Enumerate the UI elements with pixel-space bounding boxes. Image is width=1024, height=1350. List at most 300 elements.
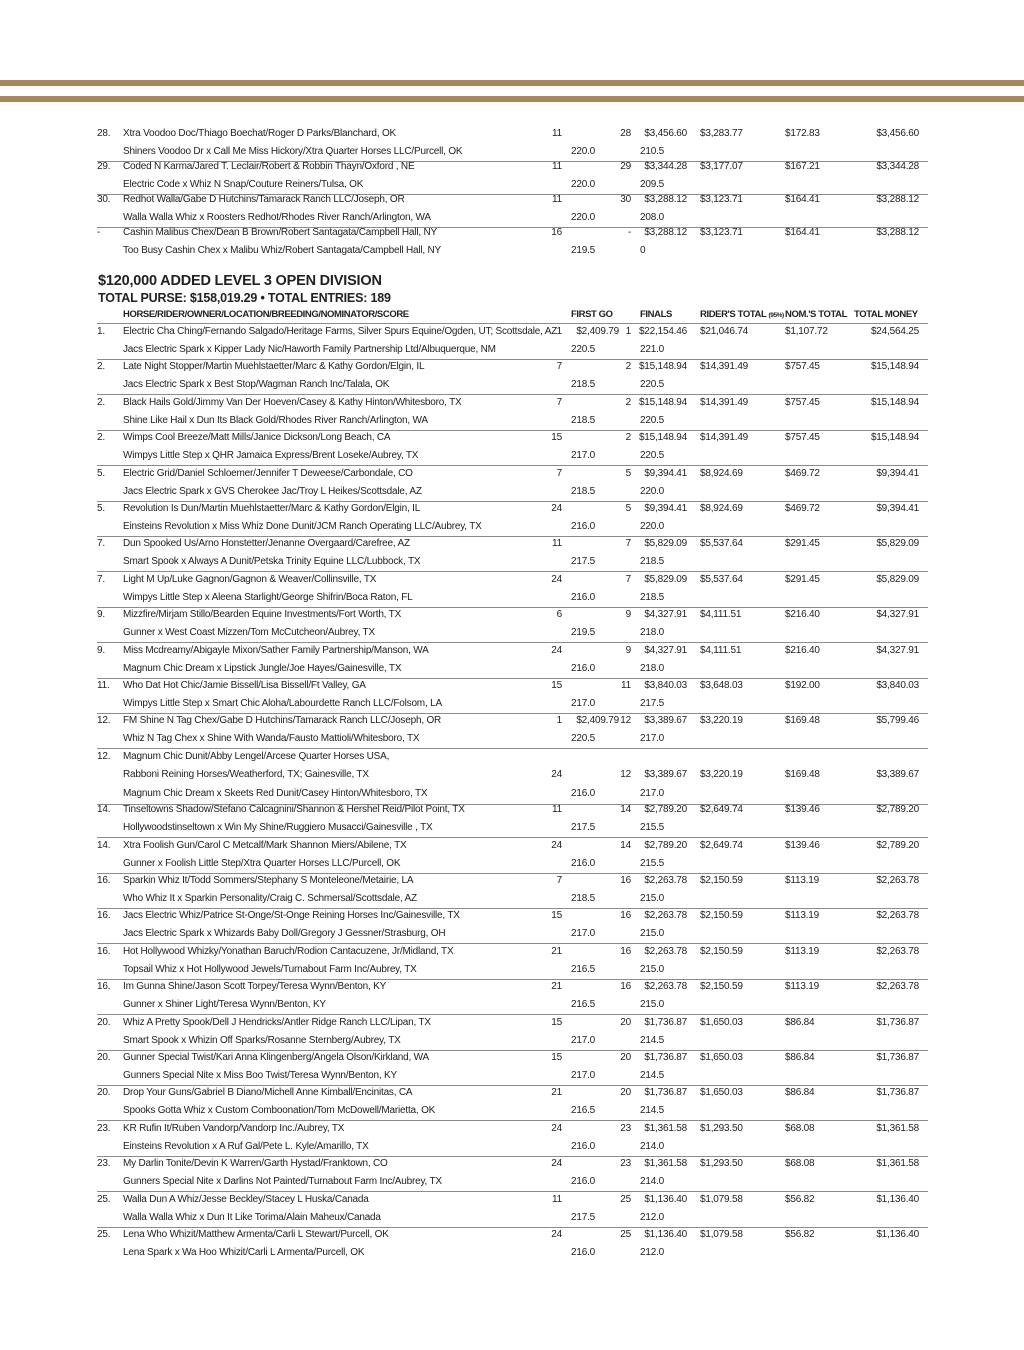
row-finals-money: $3,840.03 — [644, 680, 687, 691]
row-rider-total: $4,111.51 — [700, 609, 742, 621]
row-first-go-score: 216.0 — [571, 857, 596, 869]
row-first-go-score: 216.5 — [571, 999, 596, 1011]
row-first-go-place: 12 — [620, 768, 631, 780]
row-first-go-place: 23 — [620, 1122, 631, 1134]
row-total-money: $2,263.78 — [876, 945, 919, 957]
row-breeding-nominator: Einsteins Revolution x A Ruf Gal/Pete L. Kyle/Amarillo, TX — [123, 1140, 369, 1152]
row-breeding-nominator: Who Whiz It x Sparkin Personality/Craig C. Schmersal/Scottsdale, AZ — [123, 893, 417, 904]
row-first-go-score: 217.0 — [571, 450, 596, 462]
row-first-go-score: 218.5 — [571, 485, 596, 497]
table-row — [97, 537, 928, 572]
row-nom-code: 24 — [551, 768, 562, 780]
table-row — [97, 1122, 928, 1157]
table-row — [97, 193, 928, 228]
row-total-money: $24,564.25 — [870, 326, 919, 337]
row-nominator-total: $469.72 — [785, 503, 820, 514]
row-total-money: $3,288.12 — [876, 194, 919, 205]
row-nom-code: 15 — [551, 1052, 562, 1063]
row-total-money: $3,840.03 — [876, 680, 919, 691]
table-row — [97, 750, 928, 805]
row-total-money: $3,389.67 — [876, 768, 919, 780]
row-finals-money: $3,288.12 — [644, 227, 687, 238]
row-breeding-nominator: Too Busy Cashin Chex x Malibu Whiz/Robert Santagata/Campbell Hall, NY — [123, 245, 442, 256]
table-row — [97, 1228, 928, 1262]
row-horse-rider-owner: KR Rufin It/Ruben Vandorp/Vandorp Inc./Aubrey, TX — [123, 1122, 345, 1134]
col-finals-header: FINALS — [640, 309, 672, 320]
row-horse-rider-owner: Who Dat Hot Chic/Jamie Bissell/Lisa Bissell/Ft Valley, GA — [123, 680, 366, 691]
row-first-go-score: 217.5 — [571, 822, 596, 834]
row-finals-score: 218.5 — [640, 591, 665, 603]
table-row — [97, 396, 928, 431]
division-subtitle: TOTAL PURSE: $158,019.29 • TOTAL ENTRIES: 189 — [98, 291, 391, 305]
row-nom-code: 24 — [551, 1122, 562, 1134]
row-position: 25. — [97, 1193, 111, 1205]
row-total-money: $2,789.20 — [876, 839, 919, 851]
row-first-go-place: 9 — [625, 609, 631, 621]
row-nominator-total: $757.45 — [785, 361, 820, 373]
row-finals-money: $1,136.40 — [644, 1229, 687, 1240]
row-finals-money: $3,288.12 — [644, 194, 687, 205]
row-nom-code: 6 — [556, 609, 562, 621]
row-horse-rider-owner: Tinseltowns Shadow/Stefano Calcagnini/Shannon & Hershel Reid/Pilot Point, TX — [123, 804, 465, 816]
row-nominator-total: $757.45 — [785, 432, 820, 444]
row-total-money: $2,263.78 — [876, 875, 919, 886]
row-rider-total: $3,220.19 — [700, 768, 743, 780]
row-rider-total: $3,648.03 — [700, 680, 743, 691]
row-finals-score: 212.0 — [640, 1247, 665, 1258]
row-finals-score: 218.5 — [640, 556, 665, 568]
row-breeding-nominator: Walla Walla Whiz x Dun It Like Torima/Alain Maheux/Canada — [123, 1211, 381, 1223]
row-nom-code: 7 — [556, 875, 562, 886]
row-finals-money: $9,394.41 — [644, 503, 687, 514]
table-row — [97, 644, 928, 679]
row-finals-money: $2,263.78 — [644, 910, 687, 922]
row-total-money: $1,136.40 — [876, 1193, 919, 1205]
row-nom-code: 21 — [551, 981, 562, 993]
row-nominator-total: $113.19 — [785, 910, 820, 922]
row-position: 9. — [97, 644, 105, 656]
row-finals-money: $9,394.41 — [644, 467, 687, 479]
row-position: 5. — [97, 467, 105, 479]
row-rider-total: $1,079.58 — [700, 1193, 743, 1205]
row-finals-score: 210.5 — [640, 146, 665, 157]
row-finals-money: $5,829.09 — [644, 538, 687, 550]
row-finals-money: $2,263.78 — [644, 981, 687, 993]
table-row — [97, 360, 928, 395]
row-finals-score: 215.0 — [640, 963, 665, 975]
row-horse-rider-owner: Lena Who Whizit/Matthew Armenta/Carli L Stewart/Purcell, OK — [123, 1229, 389, 1240]
row-nominator-total: $167.21 — [785, 161, 820, 172]
row-first-go-score: 216.0 — [571, 521, 596, 532]
row-nominator-total: $291.45 — [785, 573, 820, 585]
row-rider-total: $14,391.49 — [700, 396, 749, 408]
row-nominator-total: $113.19 — [785, 875, 820, 886]
row-horse-rider-owner: Electric Grid/Daniel Schloemer/Jennifer T Deweese/Carbondale, CO — [123, 467, 413, 479]
row-rider-total: $3,123.71 — [700, 194, 743, 205]
row-finals-score: 214.5 — [640, 1070, 665, 1081]
row-breeding-nominator: Lena Spark x Wa Hoo Whizit/Carli L Armenta/Purcell, OK — [123, 1247, 365, 1258]
row-total-money: $2,263.78 — [876, 910, 919, 922]
row-position: 2. — [97, 432, 105, 444]
row-horse-rider-owner: Jacs Electric Whiz/Patrice St-Onge/St-Onge Reining Horses Inc/Gainesville, TX — [123, 910, 460, 922]
row-nominator-total: $291.45 — [785, 538, 820, 550]
row-nominator-total: $216.40 — [785, 644, 820, 656]
row-first-go-score: 216.0 — [571, 1140, 596, 1152]
row-finals-money: $1,736.87 — [644, 1052, 687, 1063]
table-row — [97, 1016, 928, 1051]
row-horse-rider-owner: Whiz A Pretty Spook/Dell J Hendricks/Antler Ridge Ranch LLC/Lipan, TX — [123, 1016, 431, 1028]
row-horse-rider-owner: Dun Spooked Us/Arno Honstetter/Jenanne Overgaard/Carefree, AZ — [123, 538, 410, 550]
row-horse-rider-owner: Wimps Cool Breeze/Matt Mills/Janice Dickson/Long Beach, CA — [123, 432, 391, 444]
row-first-go-place: 23 — [620, 1158, 631, 1170]
row-rider-total: $1,650.03 — [700, 1087, 743, 1099]
row-nominator-total: $1,107.72 — [785, 326, 828, 337]
row-total-money: $1,136.40 — [876, 1229, 919, 1240]
row-total-money: $5,829.09 — [876, 573, 919, 585]
row-total-money: $2,789.20 — [876, 804, 919, 816]
row-total-money: $1,736.87 — [876, 1016, 919, 1028]
row-total-money: $3,456.60 — [876, 128, 919, 139]
row-breeding-nominator: Jacs Electric Spark x Kipper Lady Nic/Haworth Family Partnership Ltd/Albuquerque, NM — [123, 344, 496, 355]
row-position: 7. — [97, 573, 105, 585]
row-finals-score: 217.0 — [640, 787, 665, 799]
table-row — [97, 1086, 928, 1121]
row-first-go-money: $2,409.79 — [576, 715, 619, 727]
row-breeding-nominator: Jacs Electric Spark x GVS Cherokee Jac/Troy L Heikes/Scottsdale, AZ — [123, 485, 422, 497]
row-finals-score: 220.5 — [640, 379, 665, 391]
row-finals-money: $1,361.58 — [644, 1158, 687, 1170]
row-first-go-place: 7 — [625, 573, 631, 585]
row-nominator-total: $86.84 — [785, 1087, 815, 1099]
row-finals-money: $1,736.87 — [644, 1016, 687, 1028]
col-first-go-header: FIRST GO — [571, 309, 613, 320]
row-rider-total: $2,150.59 — [700, 875, 743, 886]
row-position: 23. — [97, 1158, 111, 1170]
table-row — [97, 160, 928, 195]
row-breeding-nominator: Gunner x Foolish Little Step/Xtra Quarter Horses LLC/Purcell, OK — [123, 857, 401, 869]
row-rider-total: $8,924.69 — [700, 503, 743, 514]
row-nom-code: 21 — [551, 1087, 562, 1099]
row-position: 11. — [97, 680, 110, 691]
row-first-go-score: 216.0 — [571, 1176, 596, 1188]
row-position: 16. — [97, 945, 111, 957]
row-horse-rider-owner: Cashin Malibus Chex/Dean B Brown/Robert Santagata/Campbell Hall, NY — [123, 227, 437, 238]
row-finals-score: 221.0 — [640, 344, 665, 355]
table-row — [97, 127, 928, 162]
row-position: 28. — [97, 128, 111, 139]
row-rider-total: $14,391.49 — [700, 432, 749, 444]
col-nom-total-header: NOM.'S TOTAL — [785, 309, 848, 320]
row-breeding-nominator: Walla Walla Whiz x Roosters Redhot/Rhodes River Ranch/Arlington, WA — [123, 212, 431, 223]
row-position: 25. — [97, 1229, 111, 1240]
row-nominator-total: $169.48 — [785, 715, 820, 727]
row-breeding-nominator: Gunner x Shiner Light/Teresa Wynn/Benton, KY — [123, 999, 326, 1011]
col-rider-total-label: RIDER'S TOTAL — [700, 309, 767, 320]
row-breeding-nominator: Jacs Electric Spark x Whizards Baby Doll/Gregory J Gessner/Strasburg, OH — [123, 928, 446, 940]
row-first-go-place: 16 — [620, 981, 631, 993]
row-rider-total: $14,391.49 — [700, 361, 749, 373]
table-row — [97, 1193, 928, 1228]
row-finals-money: $15,148.94 — [638, 361, 687, 373]
row-first-go-place: 16 — [620, 875, 631, 886]
row-nom-code: 24 — [551, 1158, 562, 1170]
row-nom-code: 15 — [551, 910, 562, 922]
row-total-money: $1,361.58 — [876, 1122, 919, 1134]
row-horse-rider-owner: Late Night Stopper/Martin Muehlstaetter/Marc & Kathy Gordon/Elgin, IL — [123, 361, 425, 373]
row-rider-total: $3,220.19 — [700, 715, 743, 727]
table-row — [97, 945, 928, 980]
row-horse-rider-owner: Im Gunna Shine/Jason Scott Torpey/Teresa Wynn/Benton, KY — [123, 981, 387, 993]
row-rider-total: $4,111.51 — [700, 644, 742, 656]
row-rider-total: $8,924.69 — [700, 467, 743, 479]
row-finals-score: 218.0 — [640, 662, 665, 674]
row-position: 5. — [97, 503, 105, 514]
row-horse-rider-owner: Xtra Voodoo Doc/Thiago Boechat/Roger D Parks/Blanchard, OK — [123, 128, 396, 139]
row-first-go-place: 5 — [625, 503, 631, 514]
row-finals-score: 215.0 — [640, 999, 665, 1011]
row-breeding-nominator: Shine Like Hail x Dun Its Black Gold/Rhodes River Ranch/Arlington, WA — [123, 414, 428, 426]
row-finals-score: 208.0 — [640, 212, 665, 223]
row-first-go-score: 216.0 — [571, 662, 596, 674]
row-first-go-score: 217.5 — [571, 556, 596, 568]
row-rider-total: $3,177.07 — [700, 161, 743, 172]
row-nominator-total: $86.84 — [785, 1016, 815, 1028]
row-horse-rider-owner: Revolution Is Dun/Martin Muehlstaetter/Marc & Kathy Gordon/Elgin, IL — [123, 503, 421, 514]
row-first-go-score: 218.5 — [571, 893, 596, 904]
row-breeding-nominator: Spooks Gotta Whiz x Custom Comboonation/Tom McDowell/Marietta, OK — [123, 1105, 436, 1117]
row-position: 7. — [97, 538, 105, 550]
row-rider-total: $2,649.74 — [700, 804, 743, 816]
row-nom-code: 7 — [556, 361, 562, 373]
row-nominator-total: $68.08 — [785, 1158, 815, 1170]
column-header-row — [97, 308, 928, 324]
row-horse-rider-owner: Gunner Special Twist/Kari Anna Klingenberg/Angela Olson/Kirkland, WA — [123, 1052, 430, 1063]
row-first-go-score: 217.0 — [571, 928, 596, 940]
row-total-money: $4,327.91 — [876, 609, 919, 621]
row-rider-total: $3,283.77 — [700, 128, 743, 139]
row-total-money: $1,736.87 — [876, 1087, 919, 1099]
table-row — [97, 980, 928, 1015]
row-position: 16. — [97, 910, 111, 922]
row-nom-code: 24 — [551, 839, 562, 851]
row-finals-money: $1,136.40 — [644, 1193, 687, 1205]
row-rider-total: $2,649.74 — [700, 839, 743, 851]
row-first-go-score: 216.5 — [571, 963, 596, 975]
row-position: 29. — [97, 161, 111, 172]
table-row — [97, 573, 928, 608]
table-row — [97, 714, 928, 749]
row-finals-score: 214.5 — [640, 1105, 665, 1117]
row-breeding-nominator: Einsteins Revolution x Miss Whiz Done Dunit/JCM Ranch Operating LLC/Aubrey, TX — [123, 521, 482, 532]
row-nom-code: 21 — [551, 945, 562, 957]
top-accent-band-lower — [0, 96, 1024, 102]
row-position: 9. — [97, 609, 105, 621]
row-position: 20. — [97, 1052, 111, 1063]
row-nominator-total: $216.40 — [785, 609, 820, 621]
table-row — [97, 226, 928, 260]
row-breeding-nominator: Topsail Whiz x Hot Hollywood Jewels/Turnabout Farm Inc/Aubrey, TX — [123, 963, 417, 975]
row-breeding-nominator: Whiz N Tag Chex x Shine With Wanda/Fausto Mattioli/Whitesboro, TX — [123, 733, 420, 745]
row-nom-code: 11 — [552, 161, 562, 172]
row-nom-code: 15 — [551, 432, 562, 444]
row-first-go-place: 16 — [620, 910, 631, 922]
row-nom-code: 15 — [551, 1016, 562, 1028]
row-first-go-place: 2 — [625, 432, 631, 444]
row-first-go-score: 218.5 — [571, 379, 596, 391]
row-horse-rider-owner: My Darlin Tonite/Devin K Warren/Garth Hystad/Franktown, CO — [123, 1158, 388, 1170]
row-total-money: $4,327.91 — [876, 644, 919, 656]
col-horse-header: HORSE/RIDER/OWNER/LOCATION/BREEDING/NOMINATOR/SCORE — [123, 309, 409, 320]
row-finals-score: 215.5 — [640, 822, 665, 834]
row-nom-code: 1 — [556, 326, 562, 337]
row-first-go-score: 220.5 — [571, 344, 596, 355]
row-total-money: $15,148.94 — [870, 396, 919, 408]
row-nominator-total: $469.72 — [785, 467, 820, 479]
row-horse-rider-owner: FM Shine N Tag Chex/Gabe D Hutchins/Tamarack Ranch LLC/Joseph, OR — [123, 715, 442, 727]
row-nom-code: 7 — [556, 396, 562, 408]
row-horse-rider-owner: Black Hails Gold/Jimmy Van Der Hoeven/Casey & Kathy Hinton/Whitesboro, TX — [123, 396, 462, 408]
row-nom-code: 11 — [552, 804, 562, 816]
row-rider-total: $2,150.59 — [700, 945, 743, 957]
row-rider-total: $3,123.71 — [700, 227, 743, 238]
row-nom-code: 16 — [551, 227, 562, 238]
table-row — [97, 909, 928, 944]
row-finals-money: $15,148.94 — [638, 432, 687, 444]
row-nominator-total: $113.19 — [785, 981, 820, 993]
row-total-money: $1,361.58 — [876, 1158, 919, 1170]
table-row — [97, 839, 928, 874]
row-nominator-total: $56.82 — [785, 1229, 815, 1240]
row-first-go-score: 220.5 — [571, 733, 596, 745]
row-first-go-place: 2 — [625, 396, 631, 408]
row-finals-money: $2,789.20 — [644, 804, 687, 816]
row-first-go-score: 220.0 — [571, 179, 596, 190]
row-total-money: $9,394.41 — [876, 503, 919, 514]
row-position: 30. — [97, 194, 111, 205]
row-rider-total: $1,650.03 — [700, 1052, 743, 1063]
row-nominator-total: $68.08 — [785, 1122, 815, 1134]
row-first-go-place: 7 — [625, 538, 631, 550]
row-horse-rider-owner: Walla Dun A Whiz/Jesse Beckley/Stacey L Huska/Canada — [123, 1193, 369, 1205]
row-nominator-total: $164.41 — [785, 227, 820, 238]
row-finals-money: $3,389.67 — [644, 715, 687, 727]
row-first-go-place: 2 — [625, 361, 631, 373]
row-first-go-place: 5 — [625, 467, 631, 479]
row-nom-code: 11 — [552, 194, 562, 205]
row-first-go-score: 218.5 — [571, 414, 596, 426]
row-first-go-score: 216.0 — [571, 1247, 596, 1258]
row-rider-total: $21,046.74 — [700, 326, 749, 337]
col-rider-pct: (95%) — [768, 312, 784, 319]
row-horse-rider-owner: Sparkin Whiz It/Todd Sommers/Stephany S Monteleone/Metairie, LA — [123, 875, 414, 886]
row-nom-code: 1 — [556, 715, 562, 727]
row-total-money: $5,799.46 — [876, 715, 919, 727]
row-finals-money: $2,789.20 — [644, 839, 687, 851]
row-finals-money: $4,327.91 — [644, 609, 687, 621]
row-nom-code: 7 — [556, 467, 562, 479]
row-total-money: $3,288.12 — [876, 227, 919, 238]
row-first-go-place: 12 — [620, 715, 631, 727]
row-nom-code: 24 — [551, 573, 562, 585]
row-first-go-place: 29 — [620, 161, 631, 172]
row-finals-score: 215.5 — [640, 857, 665, 869]
row-breeding-nominator: Jacs Electric Spark x Best Stop/Wagman Ranch Inc/Talala, OK — [123, 379, 390, 391]
row-first-go-place: 14 — [620, 839, 631, 851]
row-first-go-score: 217.0 — [571, 1070, 596, 1081]
row-first-go-score: 220.0 — [571, 146, 596, 157]
top-accent-band — [0, 80, 1024, 86]
row-nom-code: 24 — [551, 644, 562, 656]
row-position: 2. — [97, 396, 105, 408]
row-position: 16. — [97, 981, 111, 993]
row-finals-score: 0 — [640, 245, 646, 256]
row-finals-score: 212.0 — [640, 1211, 665, 1223]
row-finals-money: $3,344.28 — [644, 161, 687, 172]
row-position: - — [97, 227, 101, 238]
row-horse-rider-owner: Light M Up/Luke Gagnon/Gagnon & Weaver/Collinsville, TX — [123, 573, 377, 585]
row-first-go-score: 216.0 — [571, 591, 596, 603]
row-nominator-total: $169.48 — [785, 768, 820, 780]
row-finals-score: 220.0 — [640, 485, 665, 497]
row-horse-rider-owner: Hot Hollywood Whizky/Yonathan Baruch/Rodion Cantacuzene, Jr/Midland, TX — [123, 945, 454, 957]
row-breeding-nominator: Gunners Special Nite x Darlins Not Painted/Turnabout Farm Inc/Aubrey, TX — [123, 1176, 442, 1188]
row-nom-code: 11 — [552, 538, 562, 550]
row-finals-score: 214.0 — [640, 1140, 665, 1152]
row-first-go-place: 25 — [620, 1229, 631, 1240]
row-rider-total: $5,537.64 — [700, 538, 743, 550]
table-row — [97, 608, 928, 643]
row-first-go-score: 220.0 — [571, 212, 596, 223]
row-horse-rider-owner: Miss Mcdreamy/Abigayle Mixon/Sather Family Partnership/Manson, WA — [123, 644, 429, 656]
row-breeding-nominator: Smart Spook x Always A Dunit/Petska Trinity Equine LLC/Lubbock, TX — [123, 556, 421, 568]
table-row — [97, 467, 928, 502]
row-total-money: $9,394.41 — [876, 467, 919, 479]
row-finals-money: $15,148.94 — [638, 396, 687, 408]
row-rider-total: $2,150.59 — [700, 910, 743, 922]
row-first-go-score: 219.5 — [571, 245, 596, 256]
row-finals-money: $3,389.67 — [644, 768, 687, 780]
row-total-money: $1,736.87 — [876, 1052, 919, 1063]
row-finals-money: $2,263.78 — [644, 875, 687, 886]
row-position: 12. — [97, 715, 111, 727]
row-breeding-nominator: Magnum Chic Dream x Lipstick Jungle/Joe Hayes/Gainesville, TX — [123, 662, 402, 674]
row-finals-score: 220.0 — [640, 521, 665, 532]
table-row — [97, 1157, 928, 1192]
table-row — [97, 325, 928, 360]
row-rider-total: $2,150.59 — [700, 981, 743, 993]
row-finals-money: $1,361.58 — [644, 1122, 687, 1134]
row-first-go-place: - — [627, 227, 631, 238]
row-position: 12. — [97, 750, 111, 762]
row-nominator-total: $192.00 — [785, 680, 820, 691]
table-row — [97, 874, 928, 909]
row-finals-money: $2,263.78 — [644, 945, 687, 957]
row-position: 14. — [97, 804, 111, 816]
row-position: 14. — [97, 839, 111, 851]
table-row — [97, 1051, 928, 1086]
row-nom-code: 11 — [552, 128, 562, 139]
row-nominator-total: $164.41 — [785, 194, 820, 205]
row-finals-money: $5,829.09 — [644, 573, 687, 585]
row-first-go-place: 20 — [620, 1016, 631, 1028]
row-first-go-place: 20 — [620, 1087, 631, 1099]
row-first-go-place: 25 — [620, 1193, 631, 1205]
row-nominator-total: $757.45 — [785, 396, 820, 408]
row-breeding-nominator: Wimpys Little Step x QHR Jamaica Express/Brent Loseke/Aubrey, TX — [123, 450, 419, 462]
row-finals-score: 215.0 — [640, 928, 665, 940]
division-title: $120,000 ADDED LEVEL 3 OPEN DIVISION — [98, 273, 382, 289]
row-position: 20. — [97, 1016, 111, 1028]
